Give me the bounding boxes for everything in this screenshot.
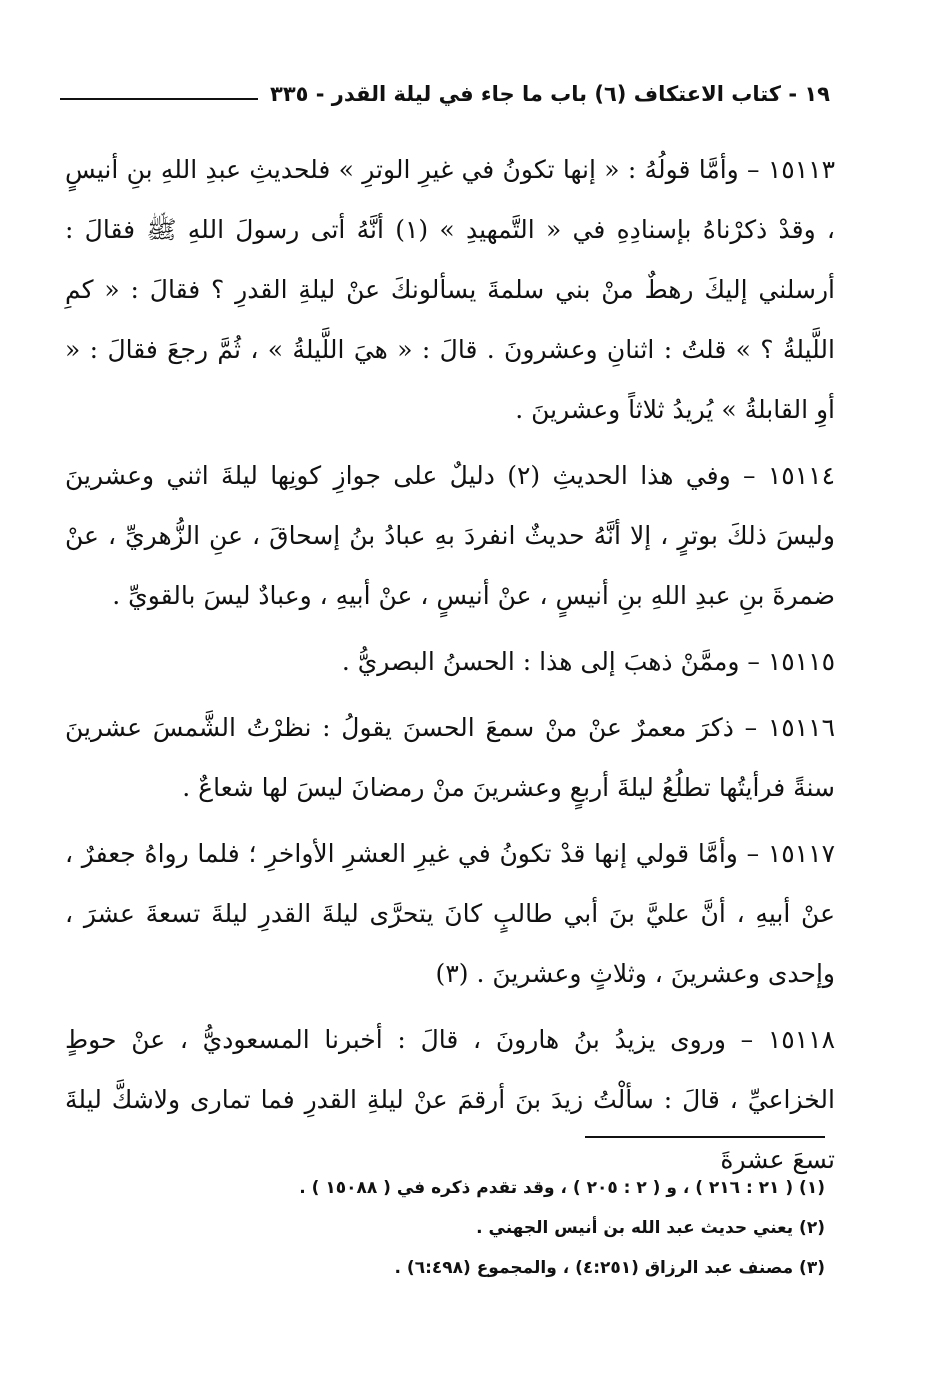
- paragraph-15116: ١٥١١٦ – ذكرَ معمرٌ عنْ منْ سمعَ الحسنَ يقولُ : نظرْتُ الشَّمسَ عشرينَ سنةً فرأيتُها تطلُعُ ليلةَ أربعٍ وعشرينَ منْ رمضانَ ليسَ لها شعاعٌ .: [65, 713, 835, 802]
- footnote-3: (٣) مصنف عبد الرزاق (٤:٢٥١) ، والمجموع (٦:٤٩٨) .: [394, 1258, 825, 1278]
- paragraph-15118: ١٥١١٨ – وروى يزيدُ بنُ هارونَ ، قالَ : أخبرنا المسعوديُّ ، عنْ حوطٍ الخزاعيِّ ، قالَ : سألْتُ زيدَ بنَ أرقمَ عنْ ليلةِ القدرِ فما تمارى ولاشكَّ ليلةَ تسعَ عشرةَ: [65, 1025, 835, 1174]
- main-text: [65, 140, 835, 1196]
- header-rule: [60, 98, 258, 100]
- paragraph-15115: ١٥١١٥ – وممَّنْ ذهبَ إلى هذا : الحسنُ البصريُّ .: [341, 647, 835, 676]
- footnote-2: (٢) يعني حديث عبد الله بن أنيس الجهني .: [476, 1218, 825, 1238]
- paragraph-15117: ١٥١١٧ – وأمَّا قولي إنها قدْ تكونُ في غيرِ العشرِ الأواخرِ ؛ فلما رواهُ جعفرٌ ، عنْ أبيهِ ، أنَّ عليَّ بنَ أبي طالبٍ كانَ يتحرَّى ليلةَ القدرِ ليلةَ تسعةَ عشرَ ، وإحدى وعشرينَ ، وثلاثٍ وعشرينَ . (٣): [65, 839, 835, 988]
- footnote-separator: [585, 1136, 825, 1138]
- footnotes: [100, 1168, 825, 1288]
- paragraph-15113: ١٥١١٣ – وأمَّا قولُهُ : « إنها تكونُ في غيرِ الوترِ » فلحديثِ عبدِ اللهِ بنِ أنيسٍ ، وقدْ ذكرْناهُ بإسنادِهِ في « التَّمهيدِ » (١) أنَّهُ أتى رسولَ اللهِ ﷺ فقالَ : أرسلني إليكَ رهطٌ منْ بني سلمةَ يسألونكَ عنْ ليلةِ القدرِ ؟ فقالَ : « كمِ اللَّيلةُ ؟ » قلتُ : اثنانِ وعشرونَ . قالَ : « هيَ اللَّيلةُ » ، ثُمَّ رجعَ فقالَ : « أوِ القابلةُ » يُريدُ ثلاثاً وعشرينَ .: [65, 155, 835, 424]
- header-title: ١٩ - كتاب الاعتكاف (٦) باب ما جاء في ليلة القدر - ٣٣٥: [270, 82, 830, 106]
- footnote-1: (١) ( ٢١ : ٢١٦ ) ، و ( ٢ : ٢٠٥ ) ، وقد تقدم ذكره في ( ١٥٠٨٨ ) .: [299, 1178, 825, 1198]
- paragraph-15114: ١٥١١٤ – وفي هذا الحديثِ (٢) دليلٌ على جوازِ كونِها ليلةَ اثني وعشرينَ وليسَ ذلكَ بوترٍ ، إلا أنَّهُ حديثٌ انفردَ بهِ عبادُ بنُ إسحاقَ ، عنِ الزُّهريِّ ، عنْ ضمرةَ بنِ عبدِ اللهِ بنِ أنيسٍ ، عنْ أنيسٍ ، عنْ أبيهِ ، وعبادٌ ليسَ بالقويِّ .: [65, 461, 835, 610]
- running-header: [60, 70, 830, 110]
